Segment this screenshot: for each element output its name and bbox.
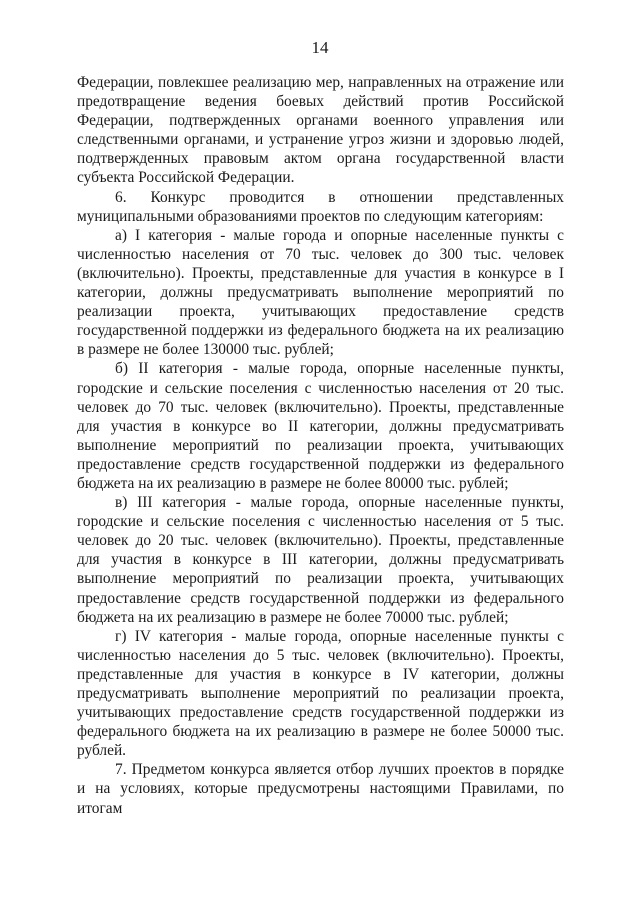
document-body xyxy=(77,73,564,818)
paragraph-category-4: г) IV категория - малые города, опорные населенные пункты с численностью населения до 5 тыс. человек (включительно). Проекты, представленные для участия в конкурсе в IV категории, должны предусматривать выполнение мероприятий по реализации проекта, учитывающих предоставление средств государственной поддержки из федерального бюджета на их реализацию в размере не более 50000 тыс. рублей. xyxy=(77,627,564,760)
paragraph-item-7: 7. Предметом конкурса является отбор лучших проектов в порядке и на условиях, которые предусмотрены настоящими Правилами, по итогам xyxy=(77,761,564,817)
paragraph-continuation: Федерации, повлекшее реализацию мер, направленных на отражение или предотвращение ведения боевых действий против Российской Федерации, подтвержденных органами военного управления или следственными органами, и устранение угроз жизни и здоровью людей, подтвержденных правовым актом органа государственной власти субъекта Российской Федерации. xyxy=(77,74,564,187)
paragraph-category-2: б) II категория - малые города, опорные населенные пункты, городские и сельские поселения с численностью населения от 20 тыс. человек до 70 тыс. человек (включительно). Проекты, представленные для участия в конкурсе во II категории, должны предусматривать выполнение мероприятий по реализации проекта, учитывающих предоставление средств государственной поддержки из федерального бюджета на их реализацию в размере не более 80000 тыс. рублей; xyxy=(77,360,564,492)
page-number: 14 xyxy=(311,38,329,57)
paragraph-category-1: а) I категория - малые города и опорные населенные пункты с численностью населения от 70 тыс. человек до 300 тыс. человек (включительно). Проекты, представленные для участия в конкурсе в I категории, должны предусматривать выполнение мероприятий по реализации проекта, учитывающих предоставление средств государственной поддержки из федерального бюджета на их реализацию в размере не более 130000 тыс. рублей; xyxy=(77,226,564,359)
paragraph-category-3: в) III категория - малые города, опорные населенные пункты, городские и сельские поселения с численностью населения от 5 тыс. человек до 20 тыс. человек (включительно). Проекты, представленные для участия в конкурсе в III категории, должны предусматривать выполнение мероприятий по реализации проекта, учитывающих предоставление средств государственной поддержки из федерального бюджета на их реализацию в размере не более 70000 тыс. рублей; xyxy=(77,494,564,626)
paragraph-item-6: 6. Конкурс проводится в отношении представленных муниципальными образованиями проектов по следующим категориям: xyxy=(77,188,564,225)
